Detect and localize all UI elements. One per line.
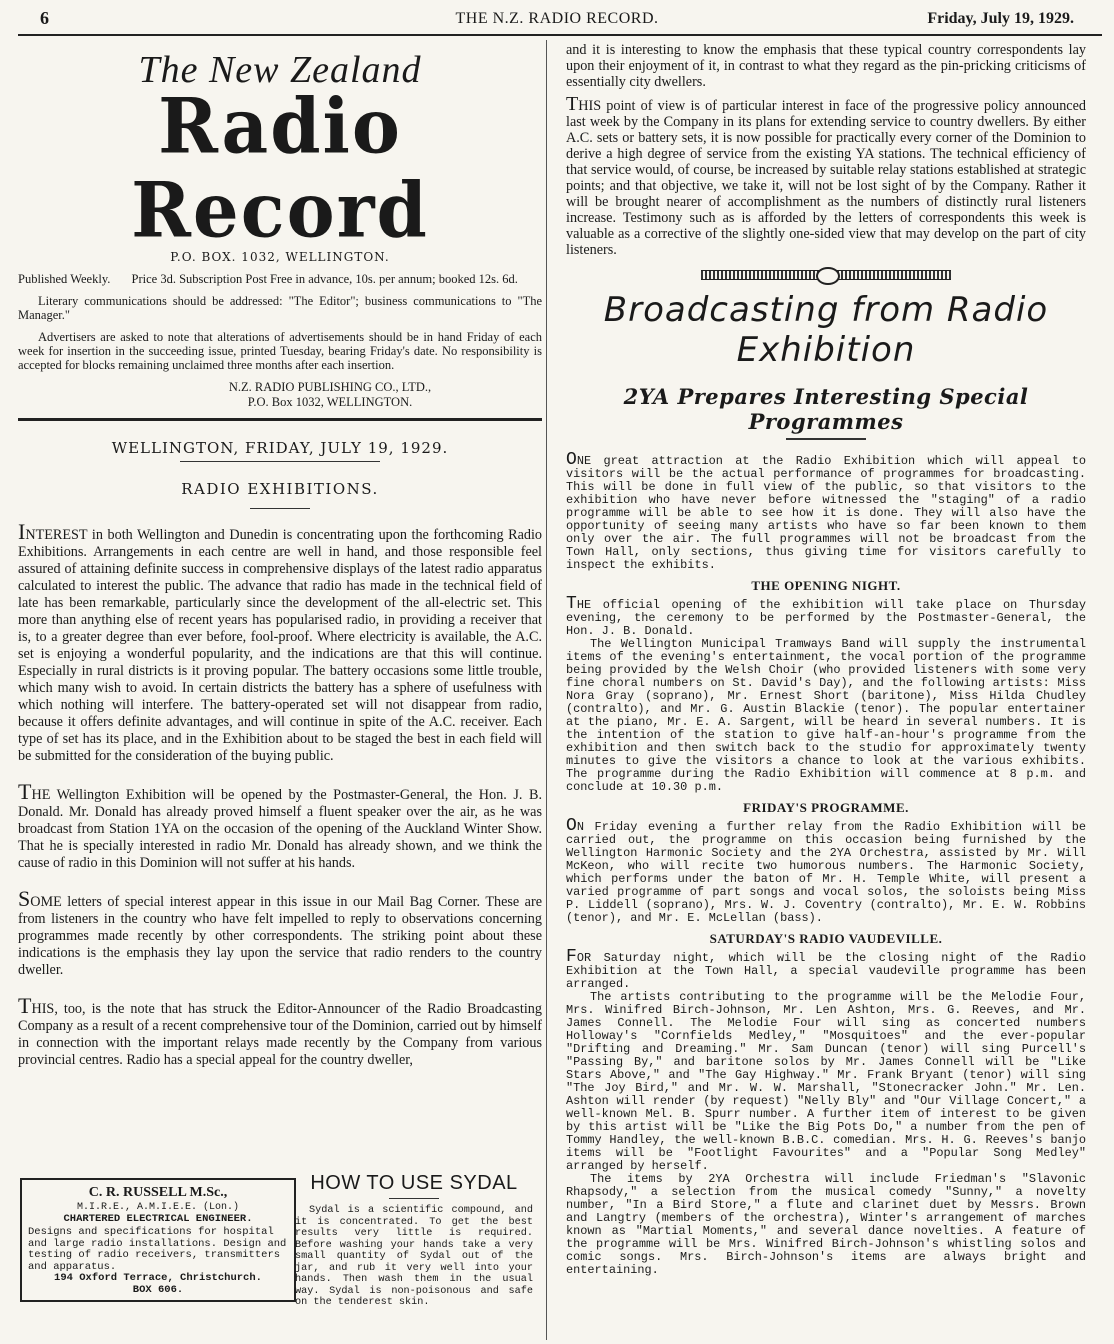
publisher-address: P.O. Box 1032, WELLINGTON.	[247, 395, 413, 409]
editorial-paragraph	[18, 519, 542, 765]
drop-cap: T	[18, 993, 32, 1018]
advertiser-address: 194 Oxford Terrace, Christchurch.	[54, 1272, 262, 1284]
publisher-imprint	[18, 380, 542, 410]
header-rule	[18, 34, 1102, 36]
paragraph-text: NTEREST in both Wellington and Dunedin is concentrating upon the forthcoming Radio Exhibitions. Arrangements in each centre are well in hand, and those responsible feel assured of attaining definite success in comprehensive displays of the latest radio apparatus calculated to interest the public. The advance that radio has made in the technical field of late has been remarkable, particularly since the development of the all-electric set. This more than anything else of recent years has popularised radio, in providing a receiver that is, to a greater degree than ever before, fool-proof. Where electricity is available, the A.C. set is enjoying a wonderful popularity, and the indications are that this will continue. Especially in rural districts is it proving popular. The battery occasions some little trouble, which many wish to avoid. In certain districts the battery has a sphere of usefulness with which nothing will interfere. The battery-operated set will not disappear from radio, because it offers definite advantages, and will continue in spite of the A.C. receiver. Each type of set has its place, and in the Exhibition about to be staged the best in each field will be submitted for the consideration of the buying public.	[18, 527, 542, 764]
article-headline	[566, 290, 1086, 370]
publication-details	[18, 272, 542, 286]
publication-running-title: THE N.Z. RADIO RECORD.	[455, 10, 659, 27]
paragraph-text: HIS point of view is of particular interest in face of the progressive policy announced last week by the Company in its plans for extending service to country dwellers. By either A.C. sets or battery sets, it is now possible for practically every corner of the Dominion to derive a high degree of service from the existing YA stations. The technical efficiency of that service would, of course, be increased by suitable relay stations established at strategic points; and that objective, we take it, will not be lost sight of by the Company. Rather it will be brought nearer of accomplishment as the numbers of distinctly rural listeners increase. Testimony such as is afforded by the letters of correspondents this week is valuable as a corrective of the slightly one-sided view that may develop on the part of city listeners.	[566, 98, 1086, 258]
masthead-address: P.O. BOX. 1032, WELLINGTON.	[170, 250, 390, 264]
masthead-title: Radio Record	[131, 80, 429, 255]
issue-date: Friday, July 19, 1929.	[927, 10, 1074, 27]
article-paragraph: The Wellington Municipal Tramways Band will supply the instrumental items of the evening's entertainment, the vocal portion of the programme being provided by the Welsh Choir (who provided listeners with some very fine choral numbers on St. David's Day), and the following artists: Miss Nora Gray (soprano), Mr. Ernest Short (baritone), Miss Hilda Chudley (contralto), and Mr. G. Austin Blackie (tenor). The popular entertainer at the piano, Mr. E. A. Sargent, will be heard in several numbers. It is the intention of the station to give half-an-hour's programme from the exhibition and then switch back to the studio for approximately twenty minutes to give the visitors a chance to look at the various exhibits. The programme during the Radio Exhibition will commence at 8 p.m. and conclude at 10.30 p.m.	[566, 637, 1086, 794]
headline-line-1: Broadcasting from Radio	[603, 290, 1049, 330]
editorial-continuation: and it is interesting to know the emphasis that these typical country correspondents lay upon their enjoyment of it, in contrast to what they regard as the pin-pricking criticisms of essentially city dwellers.	[566, 42, 1086, 90]
drop-cap: F	[566, 947, 577, 967]
publisher-name: N.Z. RADIO PUBLISHING CO., LTD.,	[228, 380, 432, 394]
section-heading-saturday: SATURDAY'S RADIO VAUDEVILLE.	[709, 931, 943, 946]
title-rule	[250, 508, 310, 509]
left-column	[18, 38, 542, 1069]
article-paragraph: The items by 2YA Orchestra will include Friedman's "Slavonic Rhapsody," a selection from the musical comedy "Sunny," a novelty number, "In a Bird Store," a flute and clarinet duet by Messrs. Brown and Langtry (members of the orchestra), Winter's arrangement of marches known as "Martial Moments," and several dance novelties. A feature of the programme will be Mrs. Winifred Birch-Johnson's whistling solos and comic songs. Mrs. Birch-Johnson's items are always bright and entertaining.	[566, 1172, 1086, 1277]
page-number: 6	[40, 8, 49, 28]
masthead-subtitle: The New Zealand	[138, 49, 422, 91]
article-subhead: 2YA Prepares Interesting Special Programmes	[623, 384, 1029, 434]
drop-cap: O	[566, 450, 577, 470]
editorial-paragraph	[18, 993, 542, 1069]
editorial-paragraph	[18, 886, 542, 979]
paragraph-text: HIS, too, is the note that has struck the Editor-Announcer of the Radio Broadcasting Company as a result of a recent comprehensive tour of the Dominion, carried out by himself in connection with the important relays made recently by the Company from various provincial centres. Radio has a special appeal for the country dweller,	[18, 1001, 542, 1068]
ornamental-rule	[701, 270, 951, 280]
advertiser-services: Designs and specifications for hospital and large radio installations. Design and testing of radio receivers, transmitters and apparatus.	[28, 1226, 287, 1273]
paragraph-text: NE great attraction at the Radio Exhibition which will appeal to visitors will be the actual performance of programmes for broadcasting. This will be done in full view of the public, so that visitors to the exhibition who have never before witnessed the "staging" of a radio programme will be able to see how it is done. They will also have the opportunity of seeing many artists who have so far been known to them only over the air. The full programmes will not be broadcast from the Town Hall, only sections, thus giving time for visitors carefully to inspect the exhibits.	[566, 454, 1086, 572]
masthead-rule	[18, 418, 542, 421]
sydal-rule	[389, 1198, 439, 1199]
paragraph-text: N Friday evening a further relay from the Radio Exhibition will be carried out, the programme on this occasion being furnished by the Wellington Harmonic Society and the 2YA Orchestra, assisted by Mr. Will McKeon, who will recite two humorous numbers. The Harmonic Society, which performs under the baton of Mr. H. Temple White, will present a varied programme of part songs and vocal solos, the soloists being Miss P. Liddell (soprano), Mrs. W. J. Coventry (contralto), Mr. E. W. Robbins (tenor), and Mr. E. McLellan (bass).	[566, 820, 1086, 925]
drop-cap: T	[566, 93, 579, 115]
article-paragraph: The artists contributing to the programme will be the Melodie Four, Mrs. Winifred Birch-Johnson, Mr. Len Ashton, Mrs. G. Reeves, and Mr. James Connell. The Melodie Four will sing as concerted numbers Holloway's "Cornfields Medley," "Mosquitoes" and the ever-popular "Drifting and Dreaming." Mr. Sam Duncan (tenor) will sing Purcell's "Passing By," and baritone solos by Mr. James Connell will be "Like Stars Above," and "The Gay Highway." Mr. Frank Bryant (tenor) will sing "The Joy Bird," and Mr. W. W. Marshall, "Stonecracker John." Mr. Len. Ashton will render (by request) "Nelly Bly" and "Our Village Concert," a well-known Mel. B. Spurr number. A further item of interest to be given by this artist will be "Like the Big Pots Do," a number from the pen of Tommy Handley, the well-known B.B.C. comedian. Mrs. H. G. Reeves's banjo items will be "Footlight Favourites" and a "Popular Song Medley" arranged by herself.	[566, 990, 1086, 1173]
section-heading-friday: FRIDAY'S PROGRAMME.	[743, 800, 909, 815]
drop-cap: O	[566, 816, 577, 836]
advertiser-qualifications: M.I.R.E., A.M.I.E.E. (Lon.)	[76, 1202, 240, 1213]
paragraph-text: HE Wellington Exhibition will be opened by the Postmaster-General, the Hon. J. B. Donald. Mr. Donald has already proved himself a fluent speaker over the air, as he was broadcast from Station 1YA on the occasion of the opening of the Auckland Winter Show. That he is specially interested in radio Mr. Donald has already shown, and we think the cause of radio in this Dominion will not suffer at his hands.	[18, 787, 542, 871]
drop-cap: T	[18, 779, 32, 804]
published-weekly: Published Weekly.	[18, 272, 111, 286]
article-paragraph	[566, 947, 1086, 991]
article-paragraph	[566, 594, 1086, 638]
editorial-paragraph	[566, 93, 1086, 258]
paragraph-text: OME letters of special interest appear in this issue in our Mail Bag Corner. These are from listeners in the country who have felt impelled to reply to observations concerning programmes made recently by other correspondents. The striking point about these indications is the emphasis they lay upon the service that radio renders to the country dweller.	[18, 894, 542, 978]
section-heading-opening: THE OPENING NIGHT.	[751, 578, 901, 593]
advertiser-box: BOX 606.	[132, 1283, 184, 1296]
drop-cap: I	[18, 519, 26, 544]
sydal-advertisement	[295, 1170, 533, 1309]
advertisers-note: Advertisers are asked to note that alterations of advertisements should be in hand Friday of each week for insertion in the succeeding issue, printed Tuesday, bearing Friday's date. No responsibility is accepted for blocks remaining unclaimed three months after each insertion.	[18, 330, 542, 372]
ornament-knot	[816, 267, 840, 285]
advertiser-title: CHARTERED ELECTRICAL ENGINEER.	[63, 1212, 253, 1225]
drop-cap: T	[566, 594, 577, 614]
editorial-dateline: WELLINGTON, FRIDAY, JULY 19, 1929.	[111, 439, 449, 457]
article-paragraph	[566, 816, 1086, 925]
sydal-body: Sydal is a scientific compound, and it is concentrated. To get the best results very little is required. Before washing your hands take a very small quantity of Sydal out of the jar, and rub it very well into your hands. Then wash them in the usual way. Sydal is non-poisonous and safe on the tenderest skin.	[295, 1205, 533, 1308]
subhead-rule	[786, 438, 866, 440]
paragraph-text: HE official opening of the exhibition will take place on Thursday evening, the ceremony to be performed by the Postmaster-General, the Hon. J. B. Donald.	[566, 598, 1086, 638]
article-intro	[566, 450, 1086, 572]
sydal-title: HOW TO USE SYDAL	[310, 1172, 518, 1194]
advertiser-name: C. R. RUSSELL M.Sc.,	[88, 1185, 228, 1200]
communications-note: Literary communications should be addressed: "The Editor"; business communications to "The Manager."	[18, 294, 542, 322]
editorial-title: RADIO EXHIBITIONS.	[181, 480, 379, 498]
price-info: Price 3d. Subscription Post Free in advance, 10s. per annum; booked 12s. 6d.	[131, 272, 518, 286]
russell-advertisement	[20, 1178, 296, 1302]
editorial-paragraph	[18, 779, 542, 872]
headline-line-2: Exhibition	[736, 330, 916, 370]
right-column	[566, 42, 1086, 1277]
column-divider	[546, 40, 547, 1340]
dateline-rule	[180, 461, 380, 462]
paragraph-text: OR Saturday night, which will be the closing night of the Radio Exhibition at the Town Hall, a special vaudeville programme has been arranged.	[566, 951, 1086, 991]
drop-cap: S	[18, 886, 31, 911]
